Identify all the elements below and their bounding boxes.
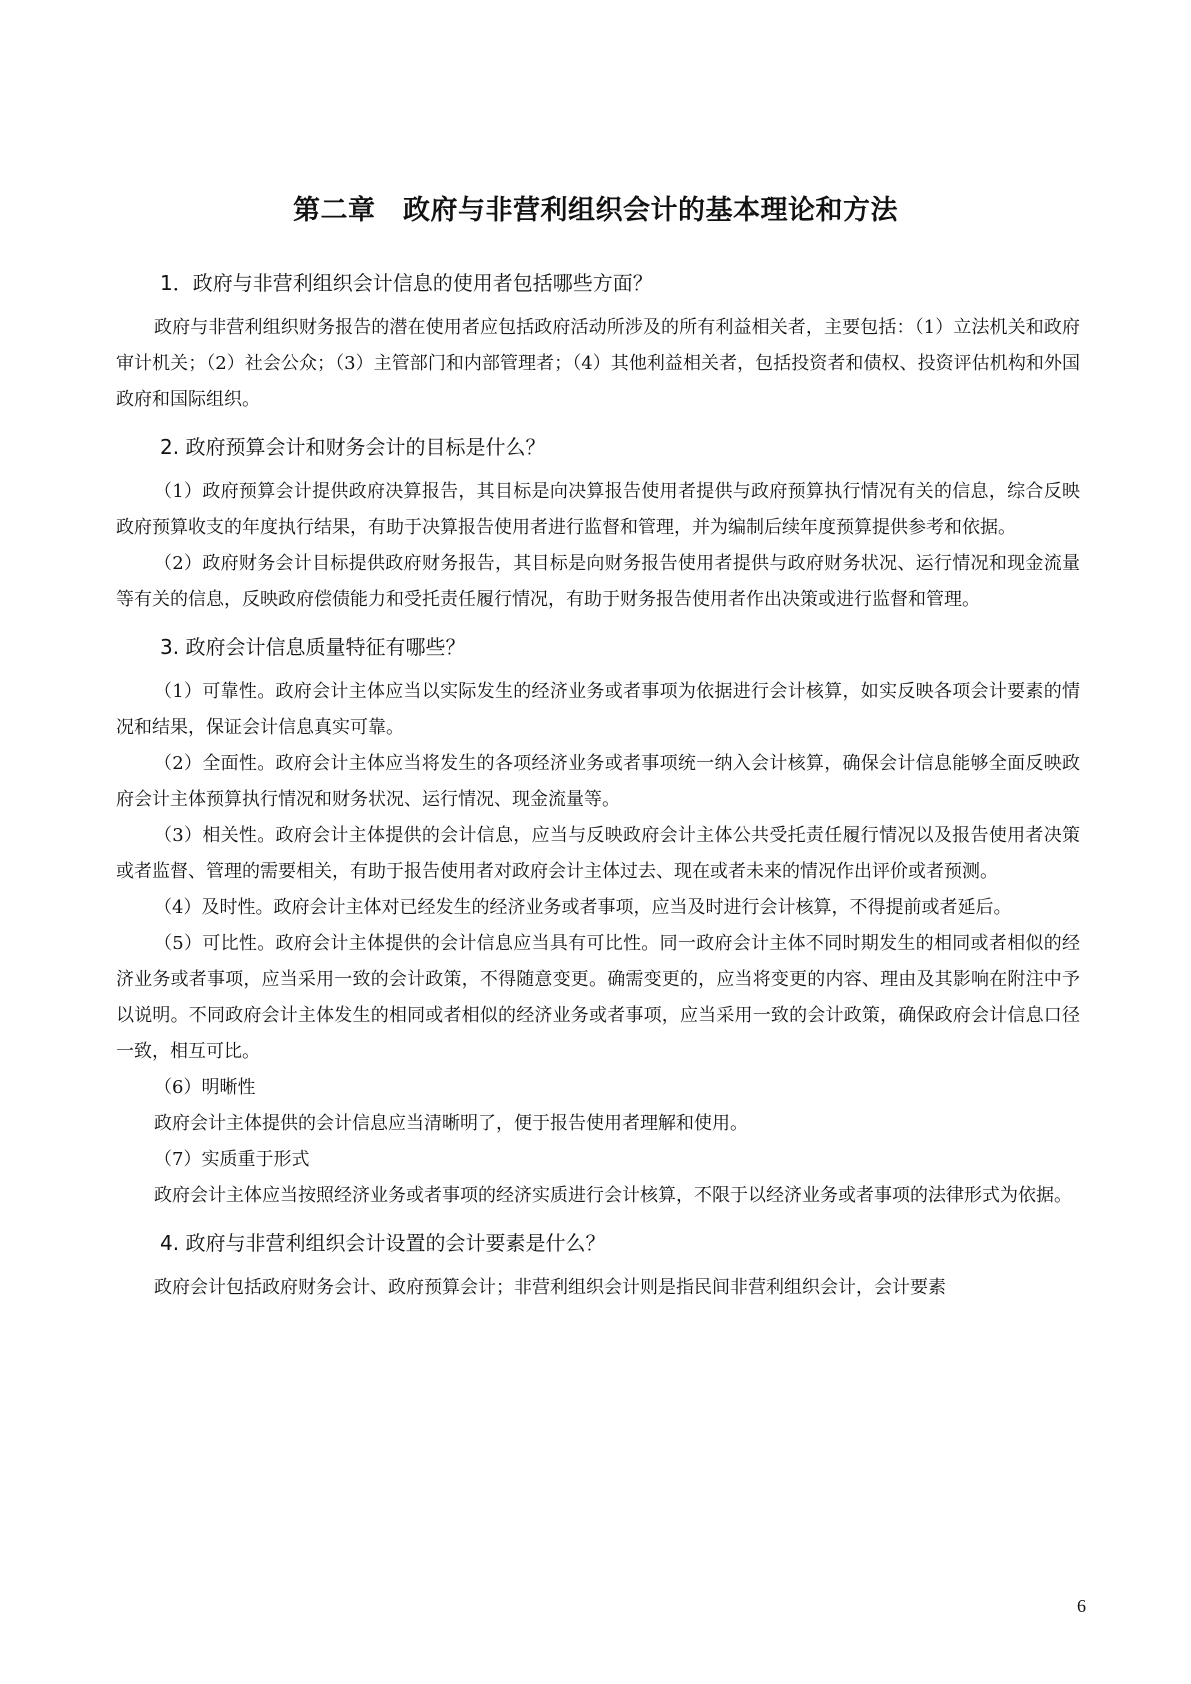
answer-paragraph: （4）及时性。政府会计主体对已经发生的经济业务或者事项，应当及时进行会计核算，不得提前或者延后。 <box>154 897 1012 918</box>
answer-paragraph: （3）相关性。政府会计主体提供的会计信息，应当与反映政府会计主体公共受托责任履行情况以及报告使用者决策或者监督、管理的需要相关，有助于报告使用者对政府会计主体过去、现在或者未来的情况作出评价或者预测。 <box>116 825 1080 882</box>
question-heading: 3. 政府会计信息质量特征有哪些？ <box>160 635 466 659</box>
chapter-title: 第二章 政府与非营利组织会计的基本理论和方法 <box>293 195 898 226</box>
question-heading: 4. 政府与非营利组织会计设置的会计要素是什么？ <box>160 1231 606 1255</box>
answer-paragraph: （2）政府财务会计目标提供政府财务报告，其目标是向财务报告使用者提供与政府财务状况、运行情况和现金流量等有关的信息，反映政府偿债能力和受托责任履行情况，有助于财务报告使用者作出决策或进行监督和管理。 <box>116 553 1080 610</box>
answer-paragraph: （1）可靠性。政府会计主体应当以实际发生的经济业务或者事项为依据进行会计核算，如实反映各项会计要素的情况和结果，保证会计信息真实可靠。 <box>116 681 1080 738</box>
question-heading: 2. 政府预算会计和财务会计的目标是什么？ <box>160 435 546 459</box>
answer-paragraph: （1）政府预算会计提供政府决算报告，其目标是向决算报告使用者提供与政府预算执行情况有关的信息，综合反映政府预算收支的年度执行结果，有助于决算报告使用者进行监督和管理，并为编制后续年度预算提供参考和依据。 <box>116 481 1080 538</box>
answer-paragraph: 政府会计主体应当按照经济业务或者事项的经济实质进行会计核算，不限于以经济业务或者事项的法律形式为依据。 <box>154 1185 1072 1206</box>
answer-paragraph: （5）可比性。政府会计主体提供的会计信息应当具有可比性。同一政府会计主体不同时期发生的相同或者相似的经济业务或者事项，应当采用一致的会计政策，不得随意变更。确需变更的，应当将变更的内容、理由及其影响在附注中予以说明。不同政府会计主体发生的相同或者相似的经济业务或者事项，应当采用一致的会计政策，确保政府会计信息口径一致，相互可比。 <box>116 933 1080 1062</box>
document-body <box>116 266 1080 1306</box>
answer-paragraph: （2）全面性。政府会计主体应当将发生的各项经济业务或者事项统一纳入会计核算，确保会计信息能够全面反映政府会计主体预算执行情况和财务状况、运行情况、现金流量等。 <box>116 753 1080 810</box>
question-heading: 1．政府与非营利组织会计信息的使用者包括哪些方面？ <box>160 271 653 295</box>
answer-paragraph: 政府会计包括政府财务会计、政府预算会计；非营利组织会计则是指民间非营利组织会计，会计要素 <box>154 1277 946 1298</box>
answer-paragraph: 政府与非营利组织财务报告的潜在使用者应包括政府活动所涉及的所有利益相关者，主要包括：（1）立法机关和政府审计机关；（2）社会公众；（3）主管部门和内部管理者；（4）其他利益相关者，包括投资者和债权、投资评估机构和外国政府和国际组织。 <box>116 317 1080 410</box>
page-number: 6 <box>1077 1596 1086 1616</box>
answer-paragraph: 政府会计主体提供的会计信息应当清晰明了，便于报告使用者理解和使用。 <box>154 1113 748 1134</box>
answer-paragraph: （6）明晰性 <box>154 1077 256 1098</box>
answer-paragraph: （7）实质重于形式 <box>154 1149 310 1170</box>
